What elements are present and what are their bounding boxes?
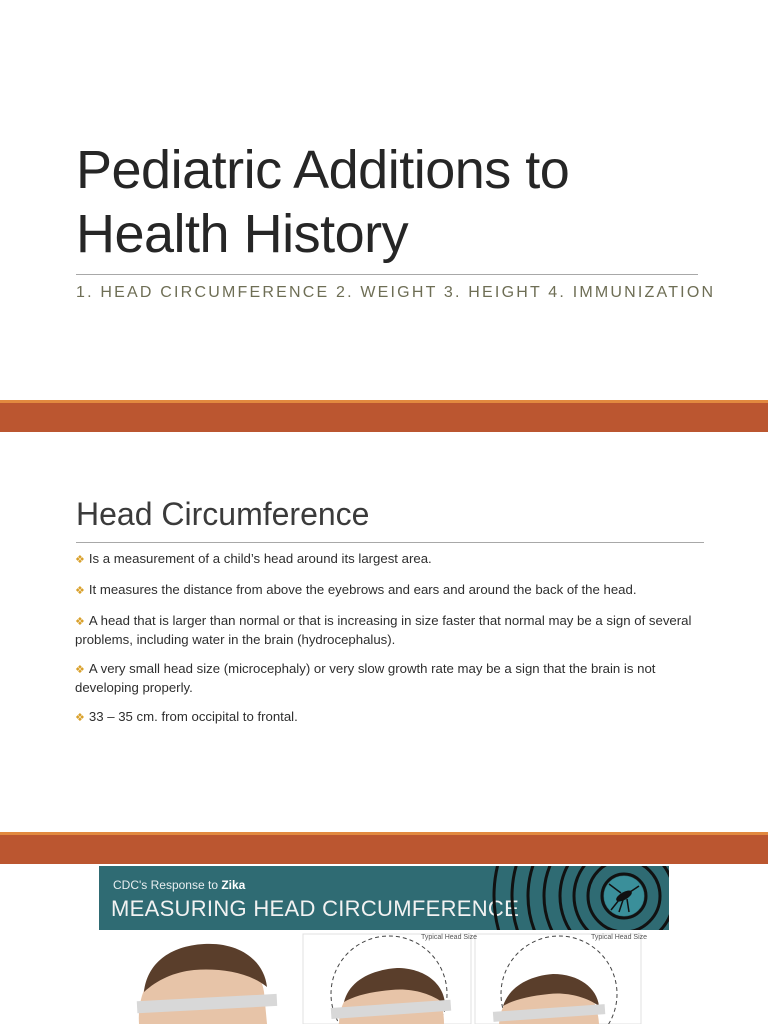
diamond-bullet-icon: ❖: [75, 616, 85, 628]
content-slide: [0, 432, 768, 832]
cdc-zika-banner: [99, 866, 669, 930]
head-measurement-illustration: [99, 932, 669, 1024]
diamond-bullet-icon: ❖: [75, 554, 85, 566]
banner-brand: Zika: [221, 878, 246, 892]
bullet-text: 33 – 35 cm. from occipital to frontal.: [88, 709, 298, 724]
list-item: [70, 581, 700, 600]
bullet-text: It measures the distance from above the eyebrows and ears and around the back of the head.: [88, 582, 637, 597]
content-title: Head Circumference: [76, 496, 370, 532]
panel-label: Typical Head Size: [421, 934, 478, 941]
title-rule: [76, 274, 698, 275]
banner-title: MEASURING HEAD CIRCUMFERENCE: [111, 896, 520, 921]
mosquito-target-icon: [459, 866, 669, 930]
banner-prefix: [113, 878, 245, 892]
title-slide: [0, 0, 768, 400]
diamond-bullet-icon: ❖: [75, 712, 85, 724]
slide-title: [76, 138, 716, 266]
slide-separator: [0, 832, 768, 864]
list-item: [70, 550, 700, 569]
list-item: [70, 612, 700, 648]
slide-title-line-1: Pediatric Additions to: [76, 140, 570, 200]
slide-title-line-2: Health History: [76, 204, 409, 264]
bullet-text: A head that is larger than normal or that is increasing in size faster that normal may be a sign of several problems, including water in the brain (hydrocephalus).: [75, 613, 692, 647]
list-item: [70, 708, 700, 727]
bullet-text: Is a measurement of a child’s head around its largest area.: [88, 551, 432, 566]
panel-label: Typical Head Size: [591, 934, 648, 941]
list-item: [70, 660, 700, 696]
bullet-text: A very small head size (microcephaly) or very slow growth rate may be a sign that the brain is not developing properly.: [75, 661, 656, 695]
slide-subtitle: 1. HEAD CIRCUMFERENCE 2. WEIGHT 3. HEIGHT 4. IMMUNIZATION: [76, 284, 716, 301]
image-slide: [0, 864, 768, 1024]
slide-separator: [0, 400, 768, 432]
diamond-bullet-icon: ❖: [75, 664, 85, 676]
diamond-bullet-icon: ❖: [75, 585, 85, 597]
bullet-list: [70, 550, 700, 739]
banner-prefix-text: CDC's Response to: [113, 878, 218, 892]
head-profiles-image: [99, 932, 669, 1024]
content-title-rule: [76, 542, 704, 543]
